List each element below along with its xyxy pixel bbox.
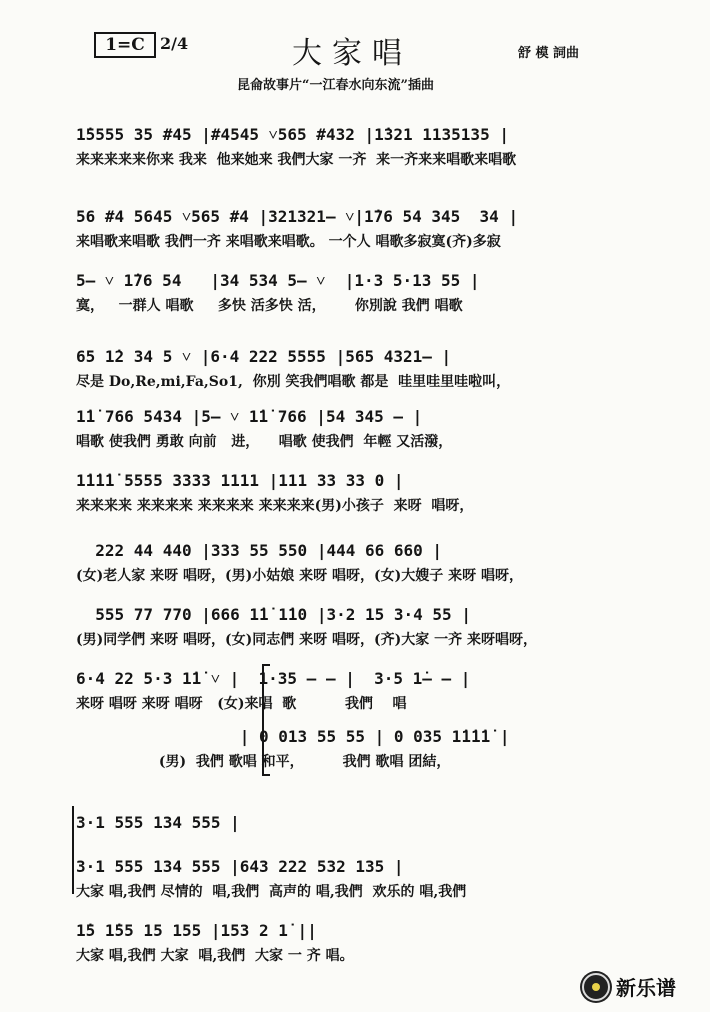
score-line bbox=[76, 466, 636, 518]
lyrics-line: (男) 我們 歌唱 和平， 我們 歌唱 团結， bbox=[76, 754, 451, 770]
score-line bbox=[76, 202, 636, 254]
notation-line: 3·1 555 134 555 |643 222 532 135 | bbox=[76, 857, 404, 876]
notation-line: | 0 013 55 55 | 0 035 1̇1̇1̇1̇ | bbox=[76, 727, 510, 746]
site-logo bbox=[582, 972, 676, 1001]
notation-line: 222 44 440 |333 55 550 |444 66 660 | bbox=[76, 541, 443, 560]
score-line bbox=[76, 600, 636, 652]
score-line bbox=[76, 536, 636, 588]
lyrics-line: (女)老人家 来呀 唱呀，(男)小姑娘 来呀 唱呀，(女)大嫂子 来呀 唱呀， bbox=[76, 568, 523, 584]
notation-line: 65 1̇2 34 5 ˅ |6·4 222 5555 |565 4321— | bbox=[76, 347, 452, 366]
score-line bbox=[76, 266, 636, 318]
notation-line: 5— ˅ 1̇76 54 |34 534 5— ˅ |1·3 5·13 55 | bbox=[76, 271, 480, 290]
time-signature: 2/4 bbox=[160, 34, 189, 53]
score-line bbox=[76, 722, 636, 774]
score-line bbox=[76, 664, 636, 716]
key-signature: 1=C bbox=[94, 32, 156, 58]
notation-line: 1̇1̇1̇1̇ 5555 3333 1111 |111 33 33 0 | bbox=[76, 471, 404, 490]
notation-line: 1̇5 1̇55 15 155 |153 2 1̇ || bbox=[76, 921, 317, 940]
voice-bracket bbox=[262, 664, 270, 776]
notation-line: 1̇5555 35 #45 |#4545 ˅565 #432 |1̇321 1135135 | bbox=[76, 125, 509, 144]
lyrics-line: 来呀 唱呀 来呀 唱呀 (女)来唱 歌 我們 唱 bbox=[76, 696, 407, 712]
notation-line: 6·4 22 5·3 1̇1̇ ˅ | 1·35 — — | 3·5 1̇— — | bbox=[76, 669, 471, 688]
system-bracket bbox=[72, 806, 74, 894]
lyrics-line: 寞， 一群人 唱歌 多快 活多快 活， 你別說 我們 唱歌 bbox=[76, 298, 463, 314]
credit-line: 舒 模 詞曲 bbox=[518, 46, 580, 61]
lyrics-line: (男)同学們 来呀 唱呀，(女)同志們 来呀 唱呀，(齐)大家 一齐 来呀唱呀， bbox=[76, 632, 537, 648]
lyrics-line: 唱歌 使我們 勇敢 向前 进， 唱歌 使我們 年輕 又活潑， bbox=[76, 434, 453, 450]
notation-line: 3·1 555 134 555 | bbox=[76, 813, 240, 832]
score-line bbox=[76, 852, 636, 904]
lyrics-line: 来来来来来你来 我来 他来她来 我們大家 一齐 来一齐来来唱歌来唱歌 bbox=[76, 152, 517, 168]
score-line bbox=[76, 402, 636, 454]
lyrics-line: 尽是 Do,Re,mi,Fa,So1, 你別 笑我們唱歌 都是 哇里哇里哇啦叫， bbox=[76, 374, 511, 390]
lyrics-line: 大家 唱,我們 大家 唱,我們 大家 一 齐 唱。 bbox=[76, 948, 354, 964]
lyrics-line: 来唱歌来唱歌 我們一齐 来唱歌来唱歌。 一个人 唱歌多寂寞(齐)多寂 bbox=[76, 234, 501, 250]
score-line bbox=[76, 342, 636, 394]
song-title: 大家唱 bbox=[292, 36, 412, 71]
lyrics-line: 来来来来 来来来来 来来来来 来来来来(男)小孩子 来呀 唱呀， bbox=[76, 498, 474, 514]
lyrics-line: 大家 唱,我們 尽情的 唱,我們 高声的 唱,我們 欢乐的 唱,我們 bbox=[76, 884, 467, 900]
notation-line: 56 #4 5645 ˅565 #4 |321321— ˅|1̇76 54 345 34 | bbox=[76, 207, 519, 226]
vinyl-record-icon bbox=[582, 973, 610, 1001]
logo-text: 新乐谱 bbox=[616, 976, 676, 1000]
notation-line: 1̇1̇ 766 5434 |5— ˅ 1̇1̇ 766 |54 345 — | bbox=[76, 407, 423, 426]
notation-line: 555 77 770 |666 1̇1̇ 1̇10 |3·2 15 3·4 55 | bbox=[76, 605, 471, 624]
score-line bbox=[76, 916, 636, 968]
score-line bbox=[76, 120, 636, 172]
subtitle: 昆侖故事片“一江春水向东流”插曲 bbox=[237, 78, 434, 93]
